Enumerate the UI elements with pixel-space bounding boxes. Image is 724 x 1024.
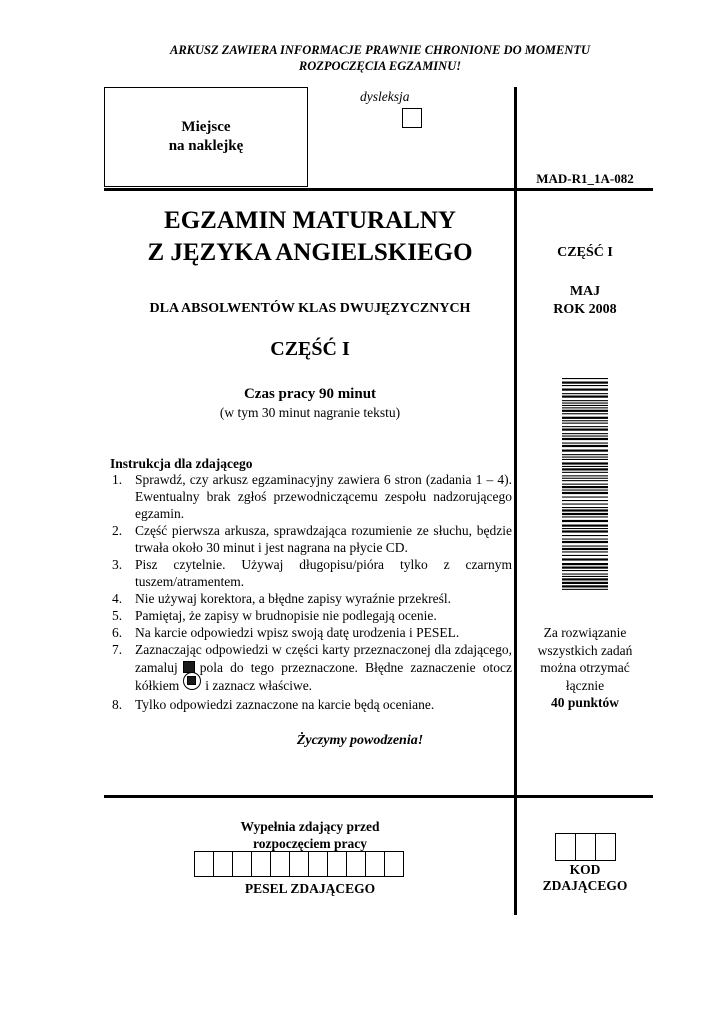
pesel-digit-box[interactable] — [213, 851, 233, 877]
pesel-caption: PESEL ZDAJĄCEGO — [244, 881, 376, 896]
barcode-bar — [562, 382, 608, 384]
barcode-bar — [562, 429, 608, 431]
pesel-digit-box[interactable] — [308, 851, 328, 877]
barcode-bar — [562, 417, 608, 419]
barcode-bar — [562, 486, 608, 488]
instruction-text: Sprawdź, czy arkusz egzaminacyjny zawiera 6 stron (zadania 1 – 4). Ewentualny brak zgłoś przewodniczącemu zespołu nadzorującego egzamin. — [135, 472, 512, 521]
barcode-bar — [562, 582, 608, 584]
barcode-bar — [562, 400, 608, 401]
pesel-digit-box[interactable] — [384, 851, 404, 877]
barcode-bar — [562, 513, 608, 515]
points-line-3: można otrzymać — [540, 660, 630, 675]
points-line-1: Za rozwiązanie — [543, 625, 627, 640]
points-line-2: wszystkich zadań — [537, 642, 633, 658]
sticker-line-1: Miejsce — [181, 119, 231, 135]
kod-digit-box[interactable] — [555, 833, 576, 861]
bottom-horizontal-rule — [104, 795, 653, 798]
barcode-bar — [562, 504, 608, 505]
pesel-instruction-line-1: Wypełnia zdający przed — [240, 819, 380, 834]
circled-square-icon — [183, 672, 201, 690]
barcode — [562, 378, 608, 590]
dyslexia-label: dysleksja — [360, 89, 410, 104]
points-info — [519, 624, 651, 712]
barcode-bar — [562, 454, 608, 455]
kod-caption-line-2: ZDAJĄCEGO — [542, 878, 628, 893]
barcode-bar — [562, 546, 608, 547]
exam-code: MAD-R1_1A-082 — [536, 171, 634, 186]
instruction-text: Tylko odpowiedzi zaznaczone na karcie będą oceniane. — [135, 697, 435, 712]
barcode-bar — [562, 445, 608, 447]
title-line-1: EGZAMIN MATURALNY — [164, 207, 456, 234]
confidentiality-warning — [100, 42, 660, 74]
kod-caption — [519, 862, 651, 894]
dyslexia-checkbox[interactable] — [402, 108, 422, 128]
kod-digit-box[interactable] — [595, 833, 616, 861]
barcode-bar — [562, 393, 608, 394]
barcode-bar — [562, 472, 608, 473]
barcode-bar — [562, 484, 608, 485]
sticker-placeholder-box — [104, 87, 308, 187]
barcode-bar — [562, 378, 608, 379]
barcode-bar — [562, 478, 608, 479]
part-heading: CZĘŚĆ I — [270, 338, 350, 360]
barcode-bar — [562, 450, 608, 452]
instruction-item — [110, 641, 512, 696]
barcode-bar — [562, 443, 608, 444]
pesel-instruction-line-2: rozpoczęciem pracy — [252, 836, 368, 851]
barcode-bar — [562, 403, 608, 404]
barcode-bar — [562, 509, 608, 511]
barcode-bar — [562, 396, 608, 398]
barcode-bar — [562, 570, 608, 571]
instruction-number: 1. — [112, 472, 123, 487]
barcode-bar — [562, 497, 608, 498]
barcode-bar — [562, 555, 608, 556]
barcode-bar — [562, 459, 608, 460]
barcode-bar — [562, 563, 608, 565]
top-horizontal-rule — [104, 188, 653, 191]
instruction-text: Na karcie odpowiedzi wpisz swoją datę urodzenia i PESEL. — [135, 625, 460, 640]
barcode-bar — [562, 436, 608, 437]
barcode-bar — [562, 389, 608, 391]
points-total: 40 punktów — [551, 695, 619, 710]
barcode-bar — [562, 507, 608, 508]
instructions-list — [110, 471, 512, 713]
instruction-number: 8. — [112, 697, 123, 712]
barcode-bar — [562, 385, 608, 386]
barcode-bar — [562, 492, 608, 494]
barcode-bar — [562, 420, 608, 421]
barcode-bar — [562, 490, 608, 491]
barcode-bar — [562, 585, 608, 587]
barcode-bar — [562, 433, 608, 434]
instruction-text: Nie używaj korektora, a błędne zapisy wyraźnie przekreśl. — [135, 591, 451, 606]
instruction-text: Pamiętaj, że zapisy w brudnopisie nie podlegają ocenie. — [135, 608, 437, 623]
barcode-bar — [562, 539, 608, 540]
pesel-digit-box[interactable] — [194, 851, 214, 877]
instruction-item — [110, 624, 512, 641]
barcode-bar — [562, 468, 608, 470]
pesel-digit-box[interactable] — [327, 851, 347, 877]
barcode-bar — [562, 548, 608, 550]
pesel-digit-box[interactable] — [270, 851, 290, 877]
instruction-item — [110, 471, 512, 522]
pesel-digit-box[interactable] — [232, 851, 252, 877]
barcode-bar — [562, 438, 608, 440]
barcode-bar — [562, 500, 608, 501]
instruction-number: 7. — [112, 642, 123, 657]
instruction-item — [110, 590, 512, 607]
barcode-bar — [562, 516, 608, 517]
barcode-bar — [562, 567, 608, 569]
session-date — [519, 283, 651, 319]
instruction-7-part-a: Zaznaczając odpowiedzi w części karty przeznaczonej dla zdającego, zamaluj — [135, 642, 512, 675]
barcode-bar — [562, 423, 608, 424]
barcode-bar — [562, 466, 608, 467]
pesel-digit-box[interactable] — [289, 851, 309, 877]
instructions-heading: Instrukcja dla zdającego — [110, 456, 253, 471]
session-year: ROK 2008 — [553, 302, 617, 317]
session-month: MAJ — [569, 284, 601, 299]
instruction-item — [110, 556, 512, 590]
instruction-number: 5. — [112, 608, 123, 623]
instruction-7-part-c: i zaznacz właściwe. — [205, 678, 313, 693]
instruction-text — [135, 641, 512, 696]
barcode-bar — [562, 535, 608, 536]
barcode-bar — [562, 407, 608, 408]
warning-line-2: ROZPOCZĘCIA EGZAMINU! — [298, 59, 462, 73]
barcode-bar — [562, 462, 608, 464]
pesel-input-boxes[interactable] — [194, 851, 403, 877]
side-part-label: CZĘŚĆ I — [557, 245, 613, 260]
barcode-bar — [562, 589, 608, 590]
barcode-bar — [562, 475, 608, 476]
instruction-item — [110, 522, 512, 556]
barcode-bar — [562, 405, 608, 406]
kod-caption-line-1: KOD — [569, 862, 601, 877]
barcode-bar — [562, 520, 608, 522]
instruction-item — [110, 607, 512, 624]
barcode-bar — [562, 426, 608, 427]
instruction-number: 3. — [112, 557, 123, 572]
exam-subtitle: DLA ABSOLWENTÓW KLAS DWUJĘZYCZNYCH — [149, 301, 471, 316]
barcode-bar — [562, 480, 608, 481]
barcode-bar — [562, 576, 608, 577]
warning-line-1: ARKUSZ ZAWIERA INFORMACJE PRAWNIE CHRONIONE DO MOMENTU — [169, 43, 591, 57]
points-line-4: łącznie — [565, 677, 605, 693]
time-note: (w tym 30 minut nagranie tekstu) — [219, 405, 401, 420]
pesel-digit-box[interactable] — [251, 851, 271, 877]
instruction-7-part-b: pola do tego przeznaczone. Błędne zaznaczenie otocz kółkiem — [135, 660, 512, 693]
instruction-text: Pisz czytelnie. Używaj długopisu/pióra tylko z czarnym tuszem/atramentem. — [135, 557, 512, 589]
pesel-digit-box[interactable] — [346, 851, 366, 877]
time-limit: Czas pracy 90 minut — [243, 386, 377, 402]
instruction-text: Część pierwsza arkusza, sprawdzająca rozumienie ze słuchu, będzie trwała około 30 minut i jest nagrana na płycie CD. — [135, 523, 512, 555]
barcode-bar — [562, 528, 608, 529]
pesel-digit-box[interactable] — [365, 851, 385, 877]
barcode-bar — [562, 558, 608, 560]
barcode-bar — [562, 578, 608, 580]
barcode-bar — [562, 541, 608, 543]
barcode-bar — [562, 551, 608, 552]
barcode-bar — [562, 530, 608, 532]
kod-input-boxes[interactable] — [555, 833, 615, 861]
title-line-2: Z JĘZYKA ANGIELSKIEGO — [147, 239, 473, 266]
good-luck-wish — [106, 733, 514, 749]
instruction-number: 6. — [112, 625, 123, 640]
instruction-number: 4. — [112, 591, 123, 606]
kod-digit-box[interactable] — [575, 833, 596, 861]
vertical-divider — [514, 87, 517, 915]
barcode-bar — [562, 525, 608, 527]
barcode-bar — [562, 410, 608, 412]
instruction-item — [110, 696, 512, 713]
sticker-line-2: na naklejkę — [168, 138, 244, 154]
barcode-bar — [562, 413, 608, 414]
instruction-number: 2. — [112, 523, 123, 538]
pesel-instruction — [160, 818, 460, 852]
barcode-bar — [562, 574, 608, 575]
exam-title — [106, 205, 514, 269]
good-luck-text: Życzymy powodzenia! — [296, 733, 424, 748]
barcode-bar — [562, 457, 608, 458]
